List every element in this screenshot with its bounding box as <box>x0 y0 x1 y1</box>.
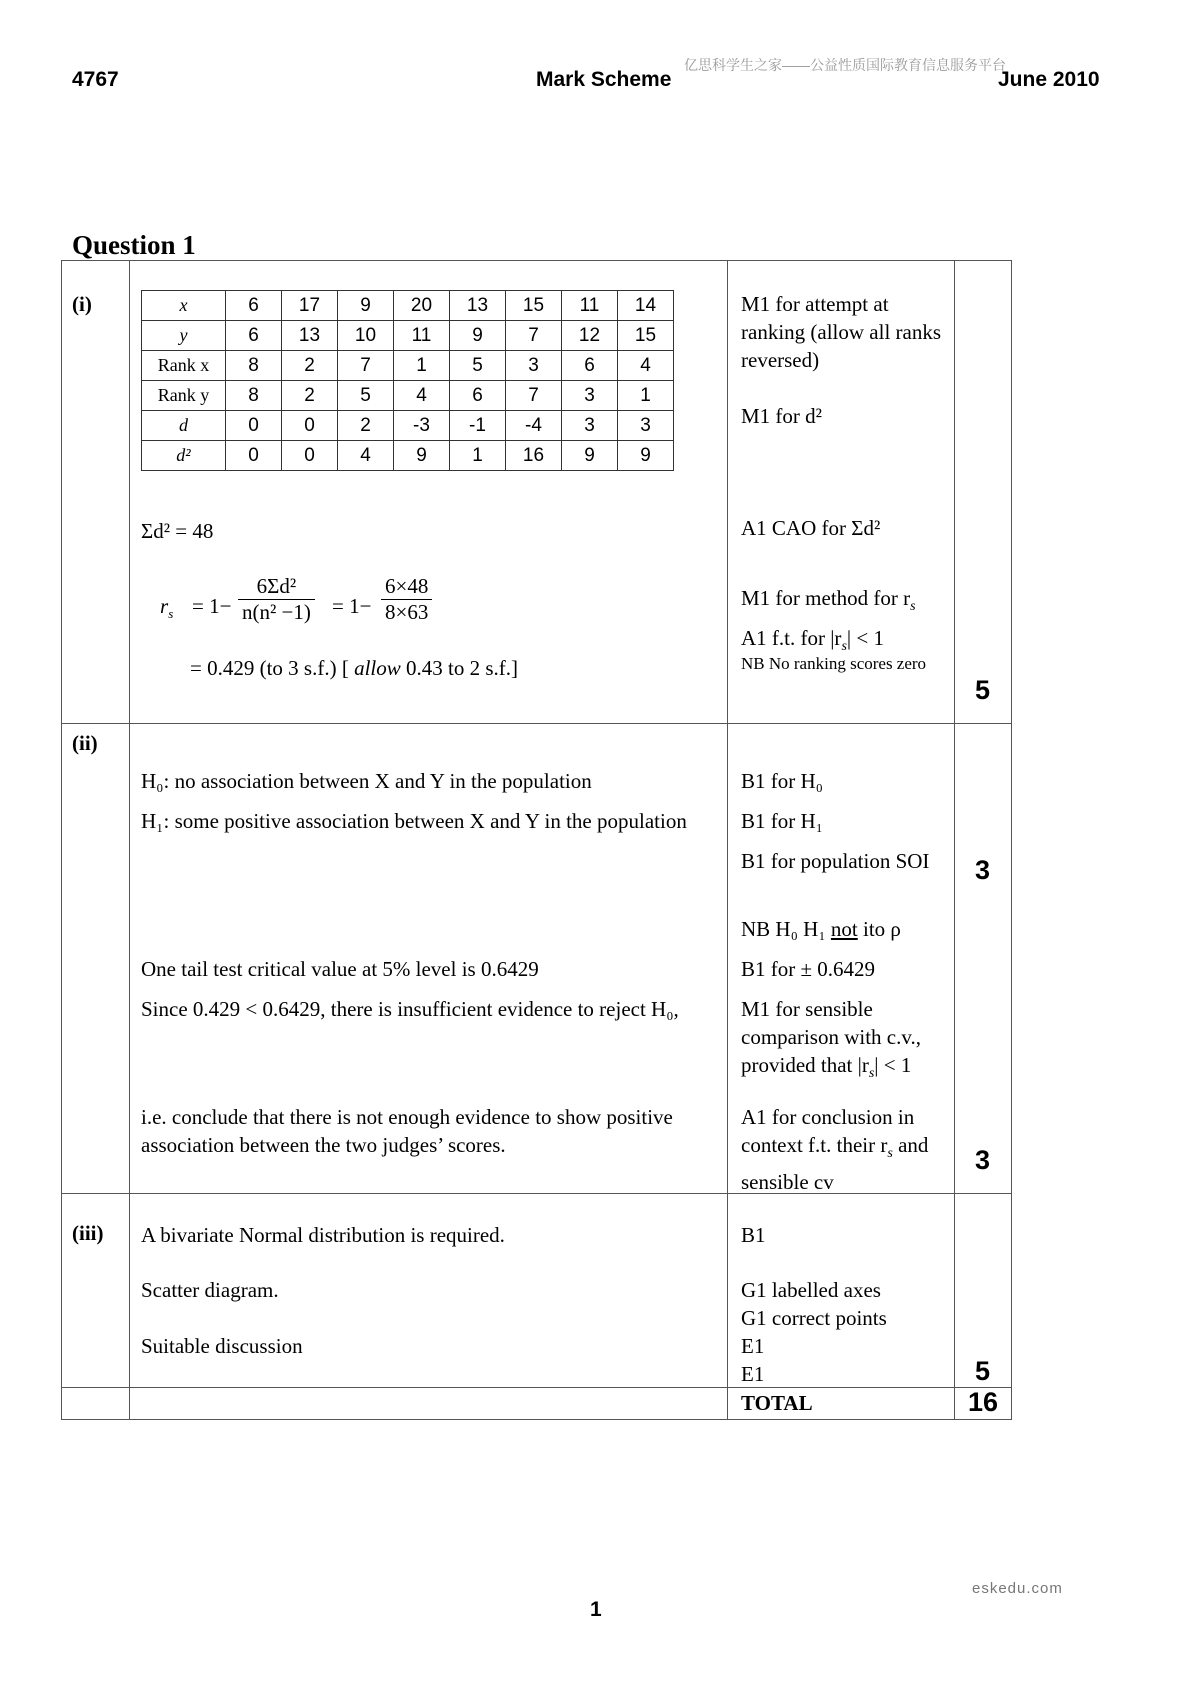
table-cell: 7 <box>506 321 562 351</box>
critical-value-line: One tail test critical value at 5% level is 0.6429 <box>141 957 539 981</box>
fraction-values <box>381 574 432 625</box>
table-cell: 7 <box>506 381 562 411</box>
table-cell: 13 <box>450 291 506 321</box>
rs-symbol: $r_s$ <box>160 594 174 622</box>
fraction-numerator-values: 6×48 <box>385 574 429 598</box>
row-head: Rank y <box>142 381 226 411</box>
total-marks: 16 <box>968 1387 999 1417</box>
exam-date: June 2010 <box>998 68 1100 91</box>
table-cell: -1 <box>450 411 506 441</box>
scheme-b1-h0: B1 for H₀ <box>741 769 823 793</box>
part-i-label: (i) <box>72 292 92 316</box>
table-cell: 4 <box>618 351 674 381</box>
table-cell: 3 <box>618 411 674 441</box>
table-cell: 3 <box>506 351 562 381</box>
table-cell: 5 <box>450 351 506 381</box>
paper-code: 4767 <box>72 68 119 91</box>
scheme-m1-comparison: M1 for sensible comparison with c.v., provided that $|r_s| < 1$ <box>741 997 922 1082</box>
fraction-denominator: n(n² −1) <box>238 599 315 625</box>
scheme-a1-ft: A1 f.t. for $|r_s| < 1$ <box>741 626 884 655</box>
row-head: x <box>142 291 226 321</box>
table-cell: 15 <box>618 321 674 351</box>
part-iii-label: (iii) <box>72 1221 104 1245</box>
table-cell: 8 <box>226 381 282 411</box>
scheme-nb-hypotheses: NB H₀ H₁ not ito ρ <box>741 917 901 941</box>
table-row <box>142 291 674 321</box>
scheme-m1-d2: M1 for d² <box>741 404 822 428</box>
table-cell: 9 <box>394 441 450 471</box>
table-cell: 1 <box>450 441 506 471</box>
scheme-b1-h1: B1 for H₁ <box>741 809 823 833</box>
scheme-g1-axes: G1 labelled axes <box>741 1278 881 1302</box>
table-row <box>142 411 674 441</box>
table-cell: 0 <box>226 441 282 471</box>
table-cell: 0 <box>282 411 338 441</box>
scheme-b1-population: B1 for population SOI <box>741 849 930 873</box>
marks-part-i: 5 <box>975 675 991 705</box>
table-cell: 9 <box>450 321 506 351</box>
table-cell: 6 <box>450 381 506 411</box>
fraction-numerator: 6Σd² <box>256 574 297 598</box>
alternative-hypothesis: H₁: some positive association between X and Y in the population <box>141 809 687 833</box>
null-hypothesis: H₀: no association between X and Y in the population <box>141 769 592 793</box>
table-cell: 20 <box>394 291 450 321</box>
row-head: d <box>142 411 226 441</box>
scheme-a1-cao: A1 CAO for Σd² <box>741 516 881 540</box>
conclusion-line: i.e. conclude that there is not enough evidence to show positive association between the two judges’ scores. <box>141 1105 673 1157</box>
scheme-b1: B1 <box>741 1223 766 1247</box>
scheme-m1-method: M1 for method for $r_s$ <box>741 586 916 615</box>
table-cell: 3 <box>562 411 618 441</box>
scheme-g1-points: G1 correct points <box>741 1306 887 1330</box>
marks-part-ii-b: 3 <box>975 1145 991 1175</box>
total-label: TOTAL <box>741 1391 813 1415</box>
scheme-nb-ranking: NB No ranking scores zero <box>741 654 927 673</box>
table-cell: 7 <box>338 351 394 381</box>
table-cell: 13 <box>282 321 338 351</box>
scheme-m1-ranking: M1 for attempt at ranking (allow all ranks reversed) <box>741 292 942 372</box>
table-cell: 2 <box>338 411 394 441</box>
table-row <box>142 351 674 381</box>
table-cell: 3 <box>562 381 618 411</box>
equals-one-minus-2: = 1− <box>332 594 372 618</box>
table-cell: 4 <box>338 441 394 471</box>
table-cell: 16 <box>506 441 562 471</box>
table-cell: 1 <box>394 351 450 381</box>
table-cell: 11 <box>562 291 618 321</box>
row-head: Rank x <box>142 351 226 381</box>
fraction-denominator-values: 8×63 <box>381 599 432 625</box>
table-cell: 9 <box>338 291 394 321</box>
comparison-line: Since 0.429 < 0.6429, there is insufficient evidence to reject H₀, <box>141 997 679 1021</box>
table-row <box>142 381 674 411</box>
table-row <box>142 321 674 351</box>
table-cell: 8 <box>226 351 282 381</box>
question-title: Question 1 <box>72 230 196 260</box>
suitable-discussion-line: Suitable discussion <box>141 1334 303 1358</box>
table-cell: 6 <box>226 321 282 351</box>
part-ii-label: (ii) <box>72 731 98 755</box>
table-cell: 2 <box>282 351 338 381</box>
marks-part-iii: 5 <box>975 1356 991 1386</box>
table-cell: -3 <box>394 411 450 441</box>
table-cell: 9 <box>562 441 618 471</box>
site-watermark: eskedu.com <box>972 1580 1063 1597</box>
table-cell: 6 <box>226 291 282 321</box>
rs-result: = 0.429 (to 3 s.f.) [ allow 0.43 to 2 s.f.] <box>190 656 519 680</box>
document-title: Mark Scheme <box>536 68 672 91</box>
table-cell: 0 <box>226 411 282 441</box>
fraction-formula <box>238 574 315 625</box>
table-cell: 10 <box>338 321 394 351</box>
table-cell: 11 <box>394 321 450 351</box>
table-cell: 12 <box>562 321 618 351</box>
table-cell: 0 <box>282 441 338 471</box>
row-head: d² <box>142 441 226 471</box>
equals-one-minus: = 1− <box>192 594 232 618</box>
page-number: 1 <box>590 1598 602 1621</box>
table-cell: 17 <box>282 291 338 321</box>
table-cell: 6 <box>562 351 618 381</box>
watermark-text: 亿思科学生之家——公益性质国际教育信息服务平台 <box>684 57 1006 73</box>
row-head: y <box>142 321 226 351</box>
table-cell: 15 <box>506 291 562 321</box>
table-cell: 14 <box>618 291 674 321</box>
table-cell: 5 <box>338 381 394 411</box>
scheme-a1-context: A1 for conclusion in context f.t. their $r_s$ and sensible cv <box>741 1105 929 1195</box>
table-cell: 2 <box>282 381 338 411</box>
marks-part-ii-a: 3 <box>975 855 991 885</box>
scatter-diagram-line: Scatter diagram. <box>141 1278 279 1302</box>
scheme-e1-second: E1 <box>741 1362 765 1386</box>
scheme-e1-first: E1 <box>741 1334 765 1358</box>
ranking-table <box>141 290 674 471</box>
table-cell: 4 <box>394 381 450 411</box>
table-cell: 9 <box>618 441 674 471</box>
scheme-b1-cv: B1 for ± 0.6429 <box>741 957 876 981</box>
sum-d-squared: Σd² = 48 <box>141 519 214 543</box>
table-row <box>142 441 674 471</box>
table-cell: -4 <box>506 411 562 441</box>
bivariate-normal-line: A bivariate Normal distribution is required. <box>141 1223 505 1247</box>
table-cell: 1 <box>618 381 674 411</box>
